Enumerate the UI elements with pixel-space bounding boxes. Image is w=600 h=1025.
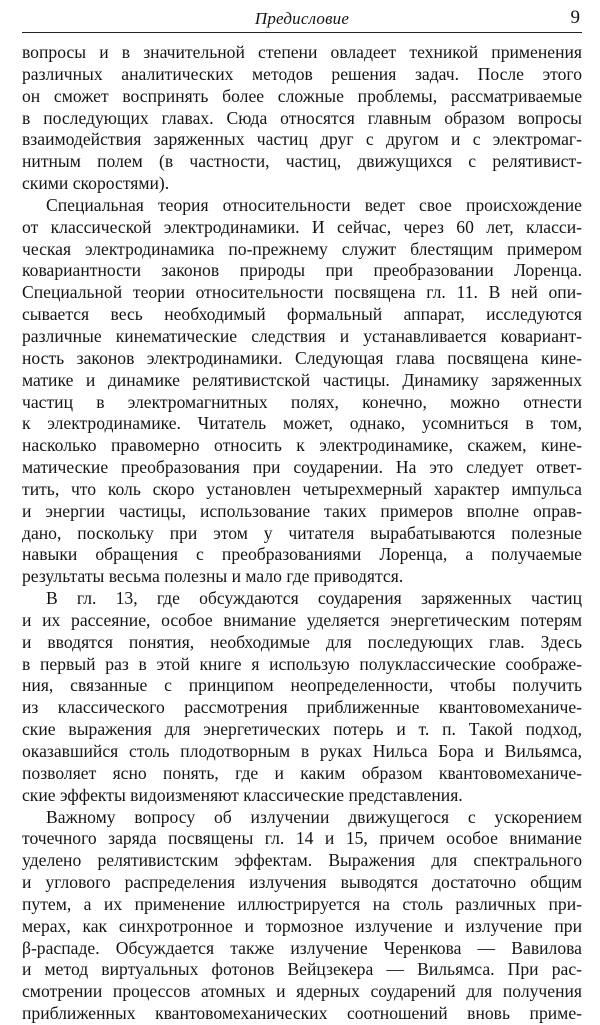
text-line: ность законов электродинамики. Следующая глава посвящена кине- <box>22 347 582 368</box>
text-line: он сможет воспринять более сложные проблемы, рассматриваемые <box>22 85 582 106</box>
text-line: различных аналитических методов решения задач. После этого <box>22 63 582 84</box>
text-line: смотрении процессов атомных и ядерных соударений для получения <box>22 981 582 1002</box>
paragraph <box>22 42 582 195</box>
paragraph <box>22 195 582 588</box>
text-line: В гл. 13, где обсуждаются соударения заряженных частиц <box>46 588 582 609</box>
text-line: позволяет ясно понять, где и каким образом квантовомеханиче- <box>22 762 582 783</box>
text-line: и метод виртуальных фотонов Вейцзекера — Вильямса. При рас- <box>22 959 582 980</box>
text-line: мерах, как синхротронное и тормозное излучение и излучение при <box>22 915 582 936</box>
text-line: от классической электродинамики. И сейчас, через 60 лет, класси- <box>22 216 582 237</box>
text-line: сывается весь необходимый формальный аппарат, исследуются <box>22 304 582 325</box>
text-line: навыки обращения с преобразованиями Лоренца, а получаемые <box>22 544 582 565</box>
running-header <box>22 6 582 33</box>
text-line: и вводятся понятия, необходимые для последующих глав. Здесь <box>22 631 582 652</box>
text-line: различные кинематические следствия и устанавливается ковариант- <box>22 325 582 346</box>
paragraph <box>22 588 582 806</box>
text-line: тить, что коль скоро установлен четырехмерный характер импульса <box>22 478 582 499</box>
text-line: Специальная теория относительности ведет свое происхождение <box>46 194 582 215</box>
document-page <box>22 6 582 1025</box>
text-line: насколько правомерно относить к электродинамике, скажем, кине- <box>22 435 582 456</box>
text-line: Специальной теории относительности посвящена гл. 11. В ней опи- <box>22 282 582 303</box>
text-line: β-распаде. Обсуждается также излучение Черенкова — Вавилова <box>22 937 582 958</box>
text-line: ческая электродинамика по-прежнему служит блестящим примером <box>22 238 582 259</box>
text-line: приближенных квантовомеханических соотношений вновь приме- <box>22 1003 582 1024</box>
text-line: к электродинамике. Читатель может, однако, усомниться в том, <box>22 413 582 434</box>
text-line: ковариантности законов природы при преобразовании Лоренца. <box>22 260 582 281</box>
text-line: дано, поскольку при этом у читателя вырабатываются полезные <box>22 522 582 543</box>
text-line: из классического рассмотрения приближенные квантовомеханиче- <box>22 697 582 718</box>
text-line: скими скоростями). <box>22 173 170 194</box>
text-line: путем, а их применение иллюстрируется на столь различных при- <box>22 893 582 914</box>
text-line: Важному вопросу об излучении движущегося с ускорением <box>46 806 582 827</box>
text-line: ские выражения для энергетических потерь и т. п. Такой подход, <box>22 719 582 740</box>
text-line: оказавшийся столь плодотворным в руках Нильса Бора и Вильямса, <box>22 741 582 761</box>
text-line: уделено релятивистским эффектам. Выражения для спектрального <box>22 850 582 871</box>
text-line: точечного заряда посвящены гл. 14 и 15, причем особое внимание <box>22 828 582 849</box>
body-text <box>22 42 582 1025</box>
text-line: и углового распределения излучения выводятся достаточно общим <box>22 872 582 893</box>
text-line: и их рассеяние, особое внимание уделяется энергетическим потерям <box>22 609 582 630</box>
text-line: взаимодействия заряженных частиц друг с другом и с электромаг- <box>22 129 582 150</box>
text-line: матические преобразования при соударении. На это следует ответ- <box>22 457 582 478</box>
text-line: матике и динамике релятивистской частицы. Динамику заряженных <box>22 369 582 390</box>
text-line: частиц в электромагнитных полях, конечно, можно отнести <box>22 391 582 412</box>
text-line: ния, связанные с принципом неопределенности, чтобы получить <box>22 675 582 696</box>
text-line: ские эффекты видоизменяют классические представления. <box>22 784 463 805</box>
text-line: в последующих главах. Сюда относятся главным образом вопросы <box>22 107 582 128</box>
text-line: вопросы и в значительной степени овладеет техникой применения <box>22 42 582 62</box>
text-line: в первый раз в этой книге я использую полуклассические соображе- <box>22 653 582 674</box>
paragraph <box>22 807 582 1025</box>
header-title: Предисловие <box>254 9 350 28</box>
page-number: 9 <box>570 7 580 28</box>
text-line: нитным полем (в частности, частиц, движущихся с релятивист- <box>22 151 582 172</box>
text-line: результаты весьма полезны и мало где приводятся. <box>22 566 404 587</box>
text-line: и энергии частицы, использование таких примеров вполне оправ- <box>22 500 582 521</box>
